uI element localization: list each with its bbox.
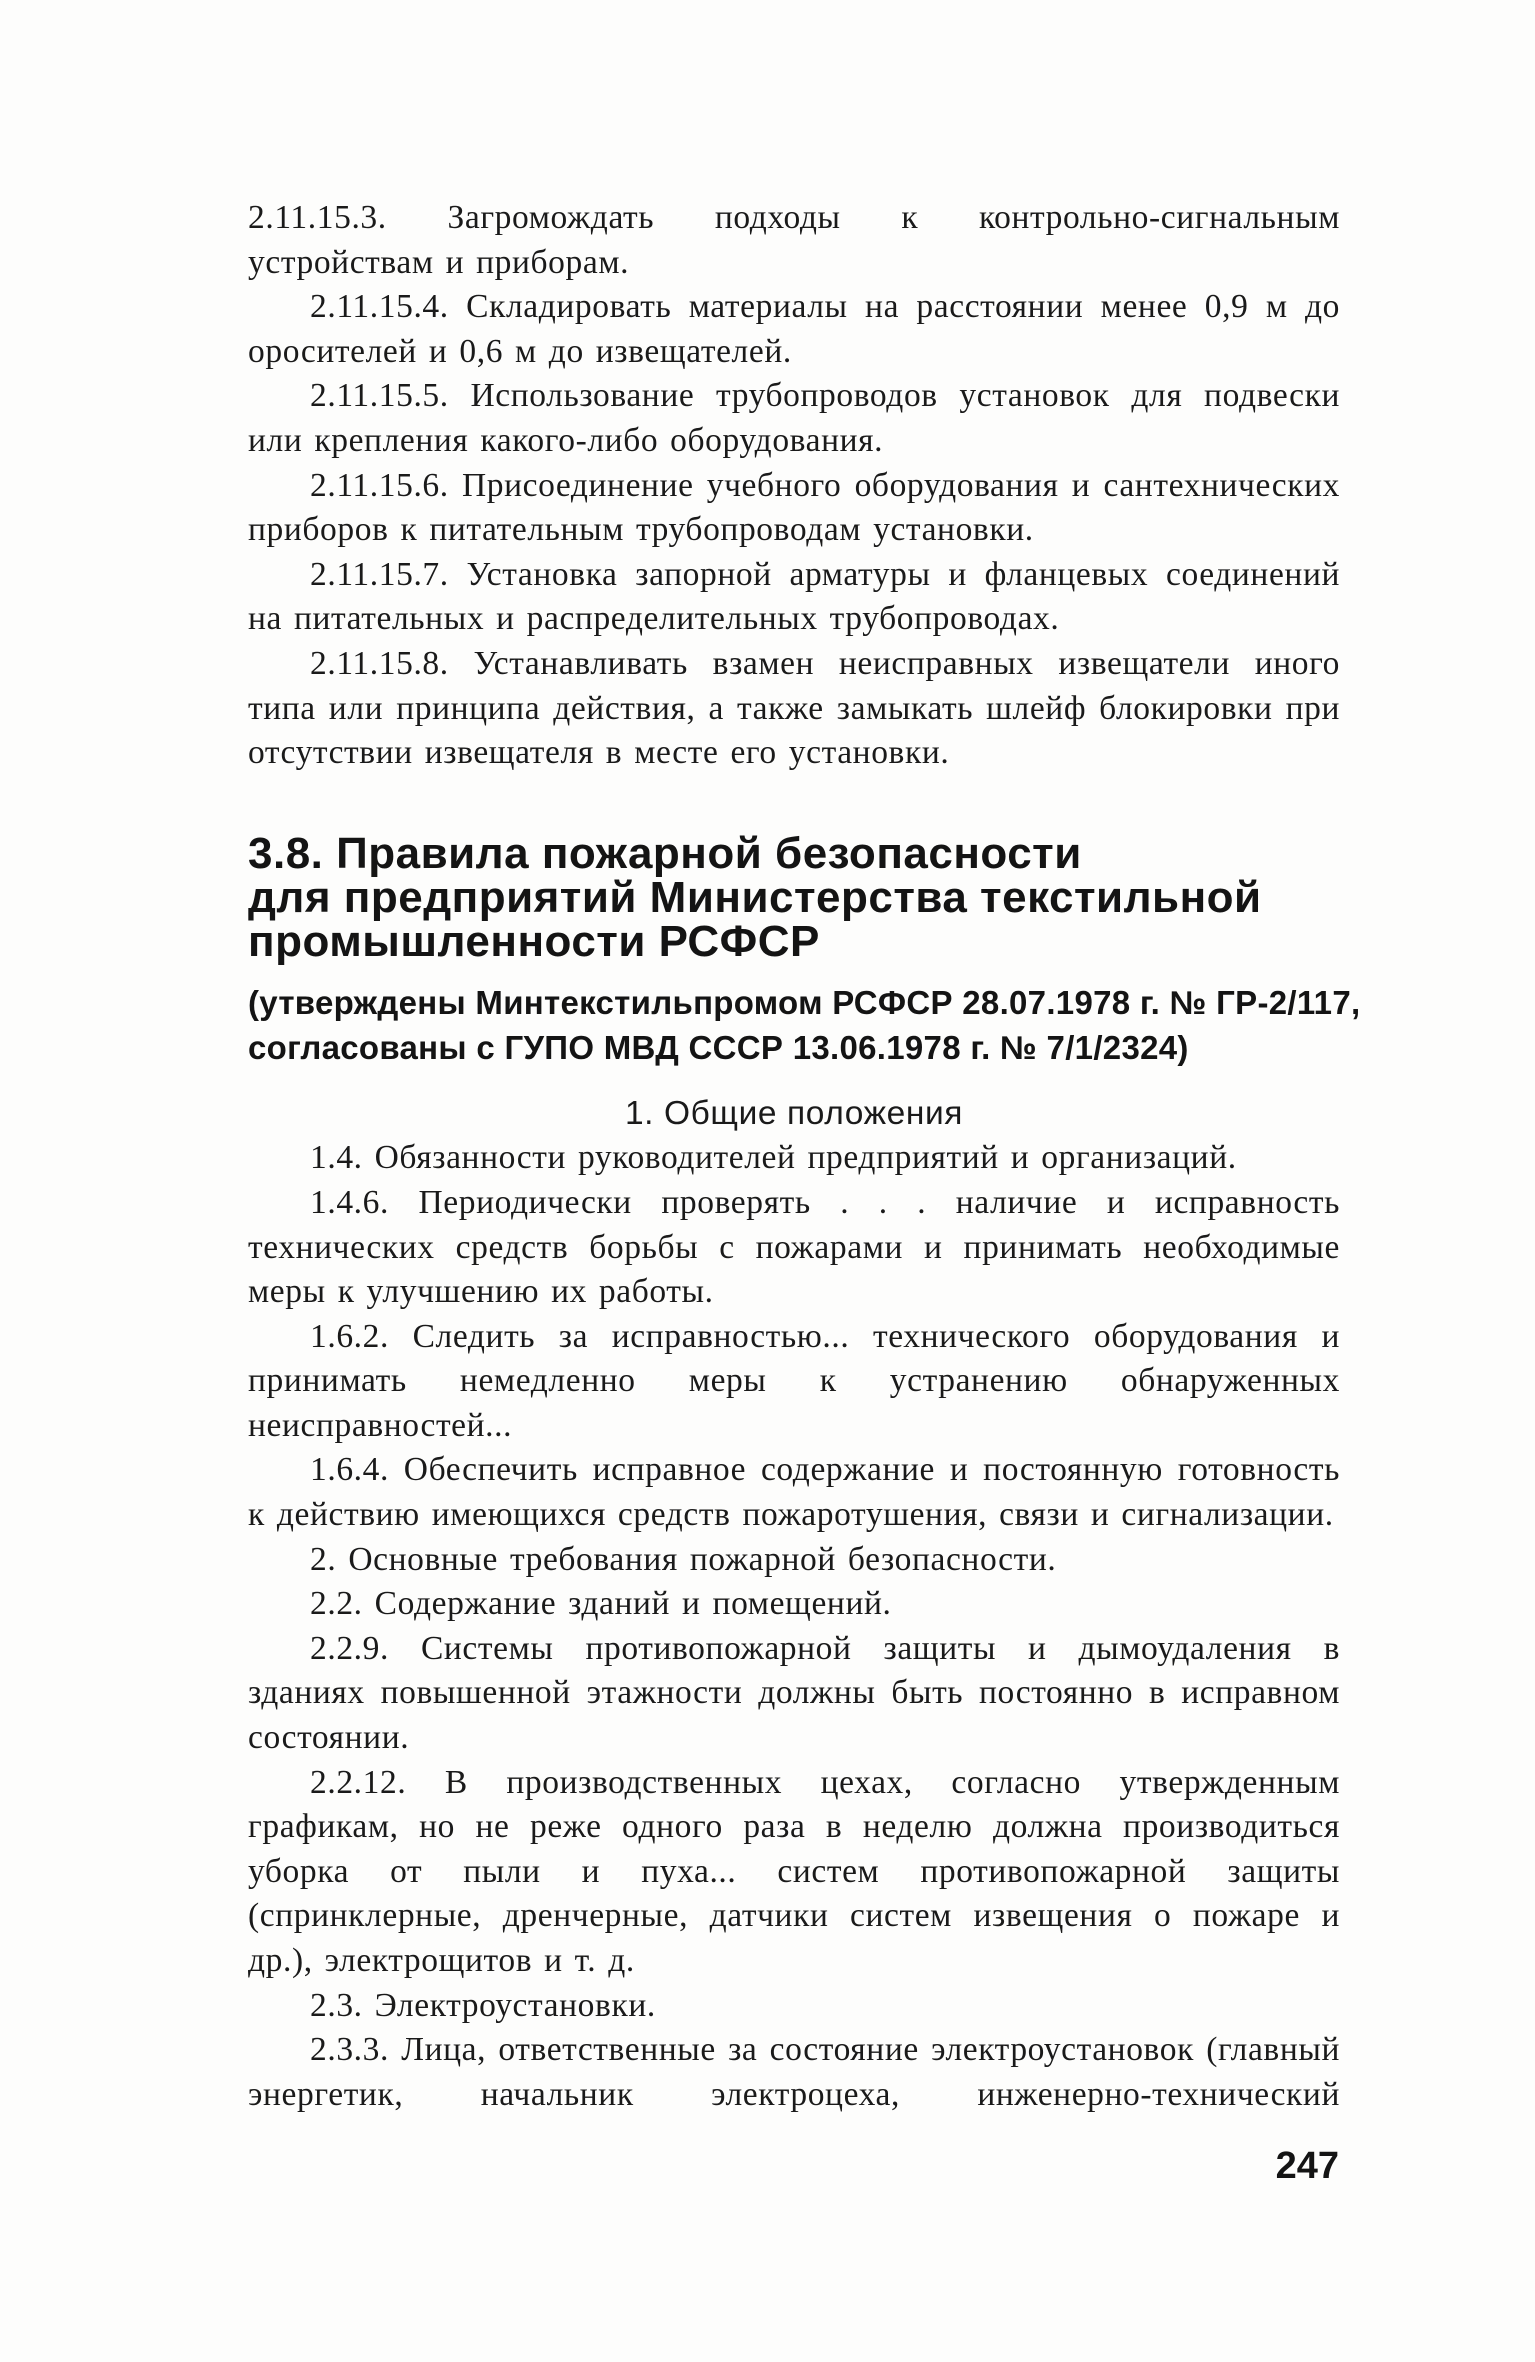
item-number: 2.3. — [310, 1986, 363, 2024]
item-text: В производственных цехах, согласно утвержденным графикам, но не реже одного раза в неделю должна производиться уборка от пыли и пуха... систем противопожарной защиты (спринклерные, дренчерные, датчики систем извещения о пожаре и др.), электрощитов и т. д. — [248, 1763, 1340, 1979]
body-item-1-6-2 — [248, 1315, 1340, 1449]
item-number: 2.11.15.7. — [310, 555, 449, 593]
section-title-line-1: 3.8. Правила пожарной безопасности — [248, 828, 1082, 878]
item-number: 1.6.4. — [310, 1451, 389, 1489]
item-number: 1.4.6. — [310, 1183, 389, 1221]
item-text: Использование трубопроводов установок для подвески или крепления какого-либо оборудования. — [248, 377, 1340, 459]
section-title-line-3: промышленности РСФСР — [248, 916, 820, 966]
item-text: Системы противопожарной защиты и дымоудаления в зданиях повышенной этажности должны быть постоянно в исправном состоянии. — [248, 1629, 1340, 1757]
item-text: Установка запорной арматуры и фланцевых соединений на питательных и распределительных трубопроводах. — [248, 555, 1340, 638]
main-text — [248, 196, 1361, 2117]
body-item-1-4 — [248, 1136, 1340, 1181]
list-item-2-11-15-8 — [248, 642, 1340, 776]
body-item-1-6-4 — [248, 1448, 1340, 1537]
body-item-2-2-9 — [248, 1627, 1340, 1761]
item-number: 2.3.3. — [310, 2031, 389, 2069]
body-item-2-2-12 — [248, 1761, 1340, 1984]
list-item-2-11-15-3 — [248, 196, 1340, 285]
item-number: 2.11.15.5. — [310, 377, 449, 415]
item-number: 2.11.15.8. — [310, 644, 449, 682]
item-text: Следить за исправностью... технического оборудования и принимать немедленно меры к устранению обнаруженных неисправностей... — [248, 1317, 1340, 1444]
item-text: Основные требования пожарной безопасности. — [348, 1540, 1057, 1578]
item-text: Электроустановки. — [374, 1986, 656, 2024]
item-text: Обязанности руководителей предприятий и организаций. — [374, 1139, 1237, 1177]
item-text: Обеспечить исправное содержание и постоянную готовность к действию имеющихся средств пожаротушения, связи и сигнализации. — [248, 1451, 1340, 1534]
subheading-general-provisions: 1. Общие положения — [624, 1094, 964, 1132]
list-item-2-11-15-4 — [248, 285, 1340, 374]
body-item-2-3 — [248, 1984, 1340, 2029]
body-item-2-2 — [248, 1582, 1340, 1627]
page-number: 247 — [1275, 2145, 1339, 2187]
item-text: Устанавливать взамен неисправных извещатели иного типа или принципа действия, а также замыкать шлейф блокировки при отсутствии извещателя в месте его установки. — [248, 644, 1340, 772]
item-number: 2.2.9. — [310, 1629, 389, 1667]
list-item-2-11-15-5 — [248, 374, 1340, 463]
list-item-2-11-15-6 — [248, 464, 1340, 553]
prohibitions-list — [248, 196, 1340, 776]
approval-line-2: согласованы с ГУПО МВД СССР 13.06.1978 г. № 7/1/2324) — [248, 1028, 1189, 1066]
item-number: 2.11.15.3. — [248, 199, 387, 236]
approval-note — [248, 980, 1361, 1070]
item-number: 1.6.2. — [310, 1317, 389, 1355]
section-title — [248, 828, 1340, 966]
item-number: 2.2.12. — [310, 1763, 407, 1801]
body-item-1-4-6 — [248, 1181, 1340, 1315]
item-number: 2.11.15.6. — [310, 466, 449, 504]
item-number: 2.11.15.4. — [310, 288, 449, 326]
body-list — [248, 1136, 1340, 2117]
body-item-2-3-3 — [248, 2028, 1340, 2117]
item-text: Содержание зданий и помещений. — [374, 1585, 892, 1623]
section-title-line-2: для предприятий Министерства текстильной — [248, 872, 1262, 922]
item-number: 1.4. — [310, 1139, 363, 1177]
item-number: 2. — [310, 1540, 337, 1578]
body-item-2 — [248, 1538, 1340, 1583]
item-text: Присоединение учебного оборудования и сантехнических приборов к питательным трубопроводам установки. — [248, 466, 1340, 549]
approval-line-1: (утверждены Минтекстильпромом РСФСР 28.07.1978 г. № ГР-2/117, — [248, 983, 1361, 1021]
list-item-2-11-15-7 — [248, 553, 1340, 642]
item-text: Загромождать подходы к контрольно-сигнальным устройствам и приборам. — [248, 199, 1340, 281]
item-text: Складировать материалы на расстоянии менее 0,9 м до оросителей и 0,6 м до извещателей. — [248, 288, 1340, 370]
item-text: Периодически проверять . . . наличие и исправность технических средств борьбы с пожарами и принимать необходимые меры к улучшению их работы. — [248, 1183, 1340, 1311]
item-number: 2.2. — [310, 1585, 363, 1623]
item-text: Лица, ответственные за состояние электроустановок (главный энергетик, начальник электроцеха, инженерно-технический — [248, 2031, 1340, 2113]
